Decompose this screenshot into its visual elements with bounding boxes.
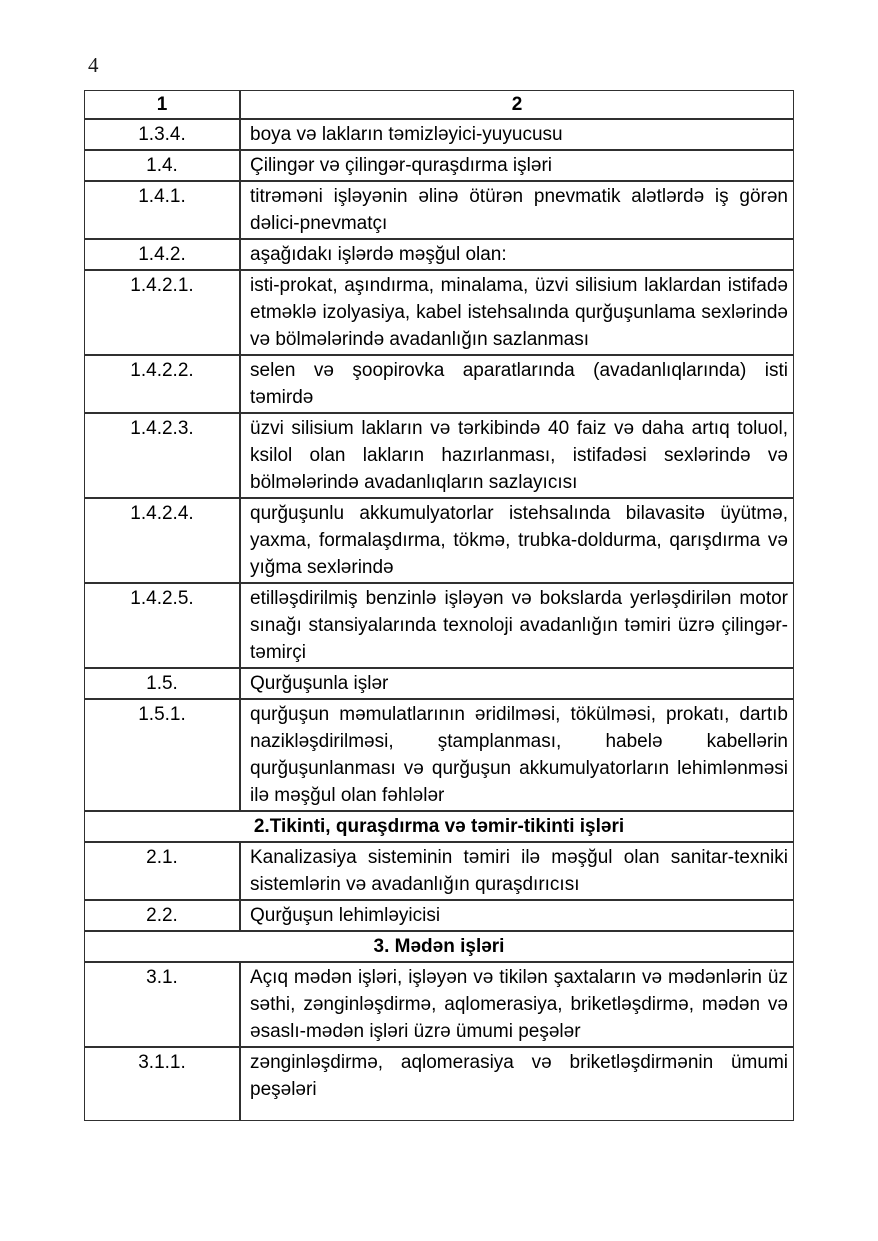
row-number: 1.5.: [84, 668, 240, 699]
section-title: 3. Mədən işləri: [84, 931, 794, 962]
row-number: 2.2.: [84, 900, 240, 931]
row-number: 3.1.1.: [84, 1047, 240, 1121]
table-row: [84, 181, 794, 239]
row-description: Açıq mədən işləri, işləyən və tikilən şaxtaların və mədənlərin üz səthi, zənginləşdirmə, aqlomerasiya, briketləşdirmə, mədən və əsaslı-mədən işləri üzrə ümumi peşələr: [240, 962, 794, 1047]
row-description: titrəməni işləyənin əlinə ötürən pnevmatik alətlərdə iş görən dəlici-pnevmatçı: [240, 181, 794, 239]
row-description: Kanalizasiya sisteminin təmiri ilə məşğul olan sanitar-texniki sistemlərin və avadanlığın quraşdırıcısı: [240, 842, 794, 900]
section-header-row: [84, 811, 794, 842]
table-row: [84, 355, 794, 413]
table-row: [84, 498, 794, 583]
section-title: 2.Tikinti, quraşdırma və təmir-tikinti işləri: [84, 811, 794, 842]
table-row: [84, 699, 794, 811]
row-description: etilləşdirilmiş benzinlə işləyən və bokslarda yerləşdirilən motor sınağı stansiyalarında texnoloji avadanlığın təmiri üzrə çilingər-təmirçi: [240, 583, 794, 668]
row-number: 3.1.: [84, 962, 240, 1047]
row-number: 1.5.1.: [84, 699, 240, 811]
table-header-row: [84, 90, 794, 119]
row-number: 1.4.2.3.: [84, 413, 240, 498]
table-row: [84, 150, 794, 181]
row-number: 1.4.2.2.: [84, 355, 240, 413]
column-header-1: 1: [84, 90, 240, 119]
row-description: Qurğuşun lehimləyicisi: [240, 900, 794, 931]
row-description: üzvi silisium lakların və tərkibində 40 faiz və daha artıq toluol, ksilol olan lakların hazırlanması, istifadəsi sexlərində və bölmələrində avadanlıqların sazlayıcısı: [240, 413, 794, 498]
table-row: [84, 583, 794, 668]
table-row: [84, 239, 794, 270]
row-number: 1.4.2.4.: [84, 498, 240, 583]
professions-table: [84, 90, 794, 1121]
row-number: 2.1.: [84, 842, 240, 900]
table-row: [84, 900, 794, 931]
row-number: 1.4.: [84, 150, 240, 181]
row-number: 1.4.1.: [84, 181, 240, 239]
row-description: Qurğuşunla işlər: [240, 668, 794, 699]
row-number: 1.4.2.1.: [84, 270, 240, 355]
row-description: selen və şoopirovka aparatlarında (avadanlıqlarında) isti təmirdə: [240, 355, 794, 413]
row-number: 1.4.2.5.: [84, 583, 240, 668]
table-row: [84, 962, 794, 1047]
table-body: [84, 119, 794, 1121]
table-row: [84, 270, 794, 355]
row-description: qurğuşunlu akkumulyatorlar istehsalında bilavasitə üyütmə, yaxma, formalaşdırma, tökmə, trubka-doldurma, qarışdırma və yığma sexlərində: [240, 498, 794, 583]
table-row: [84, 668, 794, 699]
table-row: [84, 413, 794, 498]
row-description: qurğuşun məmulatlarının əridilməsi, tökülməsi, prokatı, dartıb nazikləşdirilməsi, ştamplanması, habelə kabellərin qurğuşunlanması və qurğuşun akkumulyatorların lehimlənməsi ilə məşğul olan fəhlələr: [240, 699, 794, 811]
row-description: aşağıdakı işlərdə məşğul olan:: [240, 239, 794, 270]
row-description: boya və lakların təmizləyici-yuyucusu: [240, 119, 794, 150]
table-row: [84, 842, 794, 900]
row-description: Çilingər və çilingər-quraşdırma işləri: [240, 150, 794, 181]
row-description: zənginləşdirmə, aqlomerasiya və briketləşdirmənin ümumi peşələri: [240, 1047, 794, 1121]
section-header-row: [84, 931, 794, 962]
row-number: 1.4.2.: [84, 239, 240, 270]
page-number: 4: [88, 53, 99, 77]
column-header-2: 2: [240, 90, 794, 119]
row-description: isti-prokat, aşındırma, minalama, üzvi silisium laklardan istifadə etməklə izolyasiya, kabel istehsalında qurğuşunlama sexlərində və bölmələrində avadanlığın sazlanması: [240, 270, 794, 355]
table-row: [84, 119, 794, 150]
table-row: [84, 1047, 794, 1121]
row-number: 1.3.4.: [84, 119, 240, 150]
